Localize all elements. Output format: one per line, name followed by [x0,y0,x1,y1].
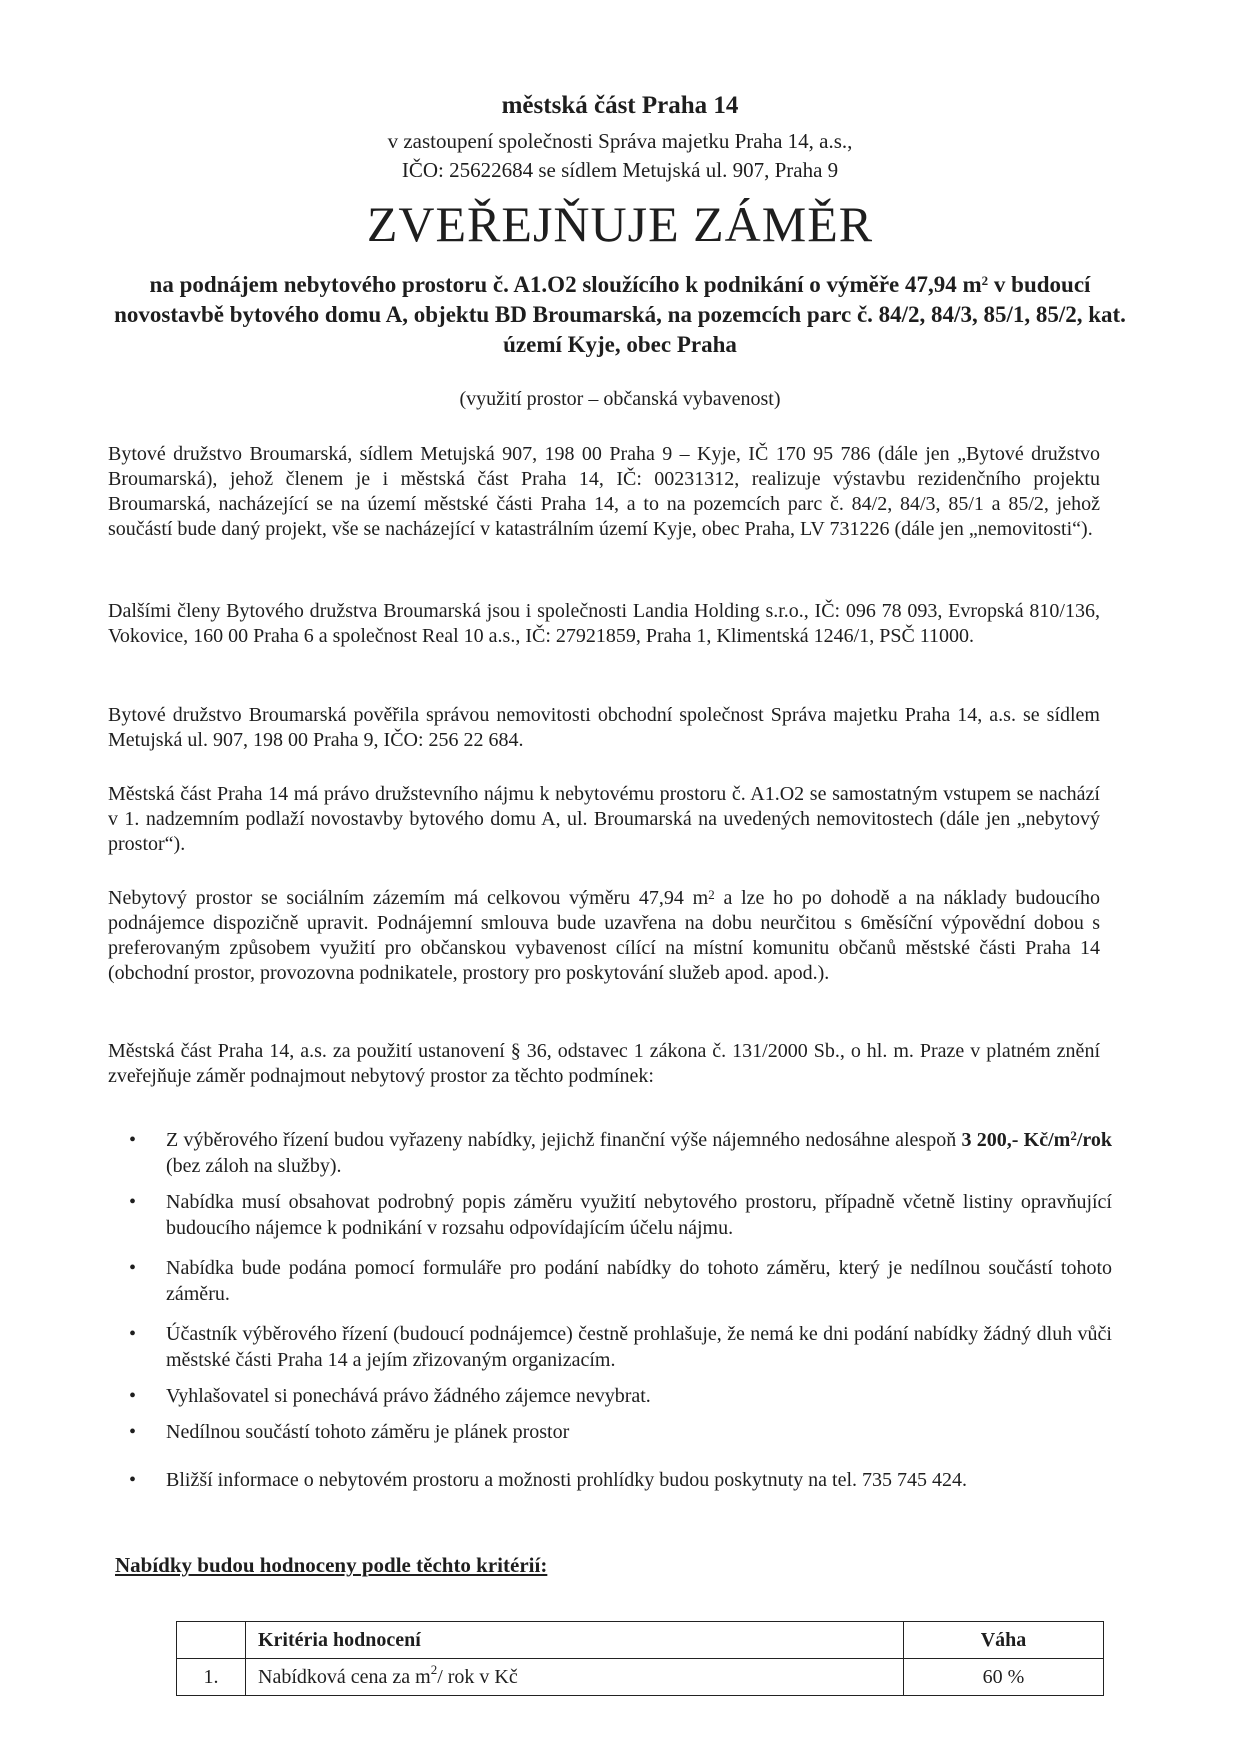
table-header-cell [177,1622,246,1659]
bullet-icon: • [129,1191,137,1213]
conditions-list [122,1127,1112,1503]
table-row [177,1659,1104,1696]
bullet-icon: • [129,1129,137,1151]
paragraph-lease-right: Městská část Praha 14 má právo družstevního nájmu k nebytovému prostoru č. A1.O2 se samostatným vstupem se nachází v 1. nadzemním podlaží novostavby bytového domu A, ul. Broumarská na uvedených nemovitostech (dále jen „nebytový prostor“). [108,783,1100,855]
space-description-post: a lze ho po dohodě a na náklady budoucího podnájemce dispozičně upravit. Podnájemní smlouva bude uzavřena na dobu neurčitou s 6měsíční výpovědní dobou s preferovaným způsobem využití pro občanskou vybavenost cílící na místní komunitu občanů městské části Praha 14 (obchodní prostor, provozovna podnikatele, prostory pro poskytování služeb apod. apod.). [108,887,1100,984]
paragraph-members: Dalšími členy Bytového družstva Broumarská jsou i společnosti Landia Holding s.r.o., IČ: 096 78 093, Evropská 810/136, Vokovice, 160 00 Praha 6 a společnost Real 10 a.s., IČ: 27921859, Praha 1, Klimentská 1246/1, PSČ 11000. [108,600,1100,647]
list-item [122,1127,1112,1179]
criterion-label-post: / rok v Kč [437,1665,518,1688]
subject-superscript: 2 [981,273,989,288]
minimum-rent-pre: 3 200,- Kč/m [961,1129,1071,1151]
paragraph-cooperative: Bytové družstvo Broumarská, sídlem Metujská 907, 198 00 Praha 9 – Kyje, IČ 170 95 786 (dále jen „Bytové družstvo Broumarská), jehož členem je i městská část Praha 14, IČ: 00231312, realizuje výstavbu rezidenčního projektu Broumarská, nacházející se na území městské části Praha 14, a to na pozemcích parc č. 84/2, 84/3, 85/1 a 85/2, jehož součástí bude daný projekt, vše se nacházející v katastrálním území Kyje, obec Praha, LV 731226 (dále jen „nemovitosti“). [108,443,1100,540]
weight-column-header: Váha [904,1622,1104,1659]
table-header-row [177,1622,1104,1659]
minimum-rent [961,1129,1112,1151]
usage-note: (využití prostor – občanská vybavenost) [459,388,781,410]
subject-heading [100,270,1140,360]
criterion-label [246,1659,904,1696]
row-number: 1. [177,1659,246,1696]
registration-line: IČO: 25622684 se sídlem Metujská ul. 907, Praha 9 [401,158,839,182]
minimum-rent-superscript: 2 [1070,1128,1077,1143]
condition-text: Účastník výběrového řízení (budoucí podnájemce) čestně prohlašuje, že nemá ke dni podání nabídky žádný dluh vůči městské části Praha 14 a jejím zřizovaným organizacím. [166,1323,1112,1371]
condition-text-pre: Z výběrového řízení budou vyřazeny nabídky, jejichž finanční výše nájemného nedosáhne alespoň [166,1129,962,1151]
condition-text-post: (bez záloh na služby). [166,1155,342,1177]
space-description-superscript: 2 [708,887,715,902]
space-description-pre: Nebytový prostor se sociálním zázemím má celkovou výměru 47,94 m [108,887,709,909]
bullet-icon: • [129,1323,137,1345]
list-item [122,1383,1112,1409]
list-item [122,1189,1112,1241]
list-item [122,1321,1112,1373]
subject-text-pre: na podnájem nebytového prostoru č. A1.O2 sloužícího k podnikání o výměře 47,94 m [149,272,982,297]
paragraph-publication: Městská část Praha 14, a.s. za použití ustanovení § 36, odstavec 1 zákona č. 131/2000 Sb., o hl. m. Praze v platném znění zveřejňuje záměr podnajmout nebytový prostor za těchto podmínek: [108,1040,1100,1087]
page-title: ZVEŘEJŇUJE ZÁMĚR [366,196,874,252]
list-item [122,1467,1112,1493]
condition-text: Nabídka musí obsahovat podrobný popis záměru využití nebytového prostoru, případně včetně listiny opravňující budoucího nájemce k podnikání v rozsahu odpovídajícím účelu nájmu. [166,1191,1112,1239]
subject-text-post: v budoucí novostavbě bytového domu A, objektu BD Broumarská, na pozemcích parc č. 84/2, 84/3, 85/1, 85/2, kat. území Kyje, obec Praha [114,272,1126,357]
paragraph-space-description [108,886,1100,986]
bullet-icon: • [129,1385,137,1407]
condition-text: Nedílnou součástí tohoto záměru je plánek prostor [166,1421,570,1443]
criteria-table [176,1621,1104,1696]
criterion-label-pre: Nabídková cena za m [258,1665,431,1688]
condition-text: Bližší informace o nebytovém prostoru a možnosti prohlídky budou poskytnuty na tel. 735 745 424. [166,1469,968,1491]
paragraph-administration: Bytové družstvo Broumarská pověřila správou nemovitosti obchodní společnost Správa majetku Praha 14, a.s. se sídlem Metujská ul. 907, 198 00 Praha 9, IČO: 256 22 684. [108,704,1100,751]
list-item [122,1255,1112,1307]
criteria-column-header: Kritéria hodnocení [246,1622,904,1659]
criteria-heading: Nabídky budou hodnoceny podle těchto kritérií: [115,1553,548,1577]
list-item [122,1419,1112,1445]
representation-line: v zastoupení společnosti Správa majetku Praha 14, a.s., [387,129,853,153]
criterion-label-superscript: 2 [430,1661,438,1677]
criterion-weight: 60 % [904,1659,1104,1696]
minimum-rent-post: /rok [1076,1129,1113,1151]
condition-text: Vyhlašovatel si ponechává právo žádného zájemce nevybrat. [166,1385,651,1407]
issuer-heading: městská část Praha 14 [501,92,739,119]
bullet-icon: • [129,1469,137,1491]
bullet-icon: • [129,1257,137,1279]
bullet-icon: • [129,1421,137,1443]
condition-text: Nabídka bude podána pomocí formuláře pro podání nabídky do tohoto záměru, který je nedílnou součástí tohoto záměru. [166,1257,1112,1305]
